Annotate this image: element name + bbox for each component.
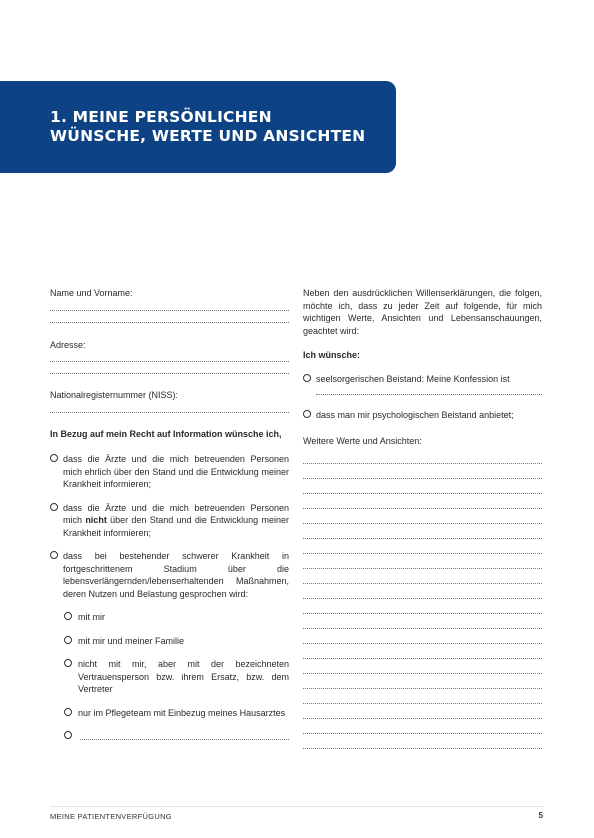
fill-line: [303, 568, 542, 569]
option-text: mit mir und meiner Familie: [78, 635, 185, 646]
fill-line: [303, 748, 542, 749]
radio-circle-icon[interactable]: [64, 708, 72, 716]
fill-line: [303, 718, 542, 719]
wish-option-pastoral[interactable]: [303, 373, 542, 396]
info-option-not-informed[interactable]: [50, 502, 289, 540]
radio-circle-icon[interactable]: [50, 551, 58, 559]
footer-title: MEINE PATIENTENVERFÜGUNG: [50, 812, 172, 821]
fill-line: [303, 523, 542, 524]
radio-circle-icon[interactable]: [50, 503, 58, 511]
fill-line: [303, 478, 542, 479]
fill-line: [303, 583, 542, 584]
radio-circle-icon[interactable]: [303, 374, 311, 382]
radio-circle-icon[interactable]: [64, 731, 72, 739]
info-option-discussion[interactable]: [50, 550, 289, 600]
fill-line: [303, 703, 542, 704]
option-text: seelsorgerischen Beistand: Meine Konfession ist: [316, 373, 510, 384]
fill-line: [303, 508, 542, 509]
radio-circle-icon[interactable]: [64, 612, 72, 620]
right-column: [303, 287, 542, 749]
section-header-banner: [0, 81, 396, 173]
further-values-field[interactable]: [303, 447, 542, 749]
address-field[interactable]: [50, 351, 289, 374]
wish-option-psychological[interactable]: [303, 409, 542, 422]
niss-label: Nationalregisternummer (NISS):: [50, 390, 179, 400]
fill-line: [50, 412, 289, 413]
radio-circle-icon[interactable]: [64, 636, 72, 644]
fill-line: [303, 493, 542, 494]
fill-line: [50, 322, 289, 323]
radio-circle-icon[interactable]: [64, 659, 72, 667]
discussion-option-with-family[interactable]: [50, 635, 289, 648]
info-option-informed[interactable]: [50, 453, 289, 491]
radio-circle-icon[interactable]: [303, 410, 311, 418]
fill-line: [303, 688, 542, 689]
left-column: [50, 287, 289, 742]
fill-line: [303, 643, 542, 644]
fill-line[interactable]: [316, 394, 542, 395]
fill-line: [303, 673, 542, 674]
page-number: 5: [538, 811, 543, 820]
fill-line: [303, 658, 542, 659]
option-text: mit mir: [78, 612, 105, 622]
fill-line: [303, 733, 542, 734]
name-label: Name und Vorname:: [50, 288, 133, 298]
niss-field[interactable]: [50, 402, 289, 413]
fill-line: [50, 361, 289, 362]
fill-line: [303, 463, 542, 464]
option-text-part: dass die Ärzte und die mich betreuenden Personen mich: [63, 502, 289, 525]
option-text: nicht mit mir, aber mit der bezeichneten Vertrauensperson bzw. ihrem Ersatz, bzw. dem Vertreter: [78, 659, 289, 694]
fill-line: [50, 373, 289, 374]
discussion-option-other[interactable]: [50, 730, 289, 742]
fill-line: [303, 598, 542, 599]
fill-line: [303, 538, 542, 539]
option-text-part: über den Stand und die Entwicklung meiner Krankheit informieren;: [63, 515, 289, 538]
discussion-option-trusted-person[interactable]: [50, 658, 289, 696]
option-text: dass die Ärzte und die mich betreuenden Personen mich ehrlich über den Stand und die Entwicklung meiner Krankheit informieren;: [63, 454, 289, 489]
fill-line: [303, 553, 542, 554]
wish-heading: Ich wünsche:: [303, 350, 361, 360]
option-text: nur im Pflegeteam mit Einbezug meines Hausarztes: [78, 707, 286, 718]
footer-divider: [50, 806, 543, 807]
fill-line: [303, 613, 542, 614]
discussion-option-with-me[interactable]: [50, 611, 289, 624]
option-text: dass man mir psychologischen Beistand anbietet;: [316, 410, 514, 420]
radio-circle-icon[interactable]: [50, 454, 58, 462]
discussion-option-care-team[interactable]: [50, 707, 289, 720]
fill-line: [50, 310, 289, 311]
name-field[interactable]: [50, 300, 289, 323]
intro-paragraph: Neben den ausdrücklichen Willenserklärungen, die folgen, möchte ich, dass zu jeder Zeit auf folgende, für mich wichtigen Werte, Ansichten und Lebensanschauungen, geachtet wird:: [303, 288, 542, 336]
address-label: Adresse:: [50, 339, 86, 350]
option-text: dass bei bestehender schwerer Krankheit in fortgeschrittenem Stadium über die lebensverlängernden/lebenserhaltenden Maßnahmen, deren Nutzen und Belastung gesprochen wird:: [63, 551, 289, 599]
fill-line[interactable]: [80, 739, 289, 740]
info-heading: In Bezug auf mein Recht auf Information wünsche ich,: [50, 428, 282, 439]
section-title: 1. MEINE PERSÖNLICHEN WÜNSCHE, WERTE UND ANSICHTEN: [50, 108, 366, 145]
further-values-label: Weitere Werte und Ansichten:: [303, 435, 422, 446]
fill-line: [303, 628, 542, 629]
option-text-emphasis: nicht: [85, 515, 107, 525]
